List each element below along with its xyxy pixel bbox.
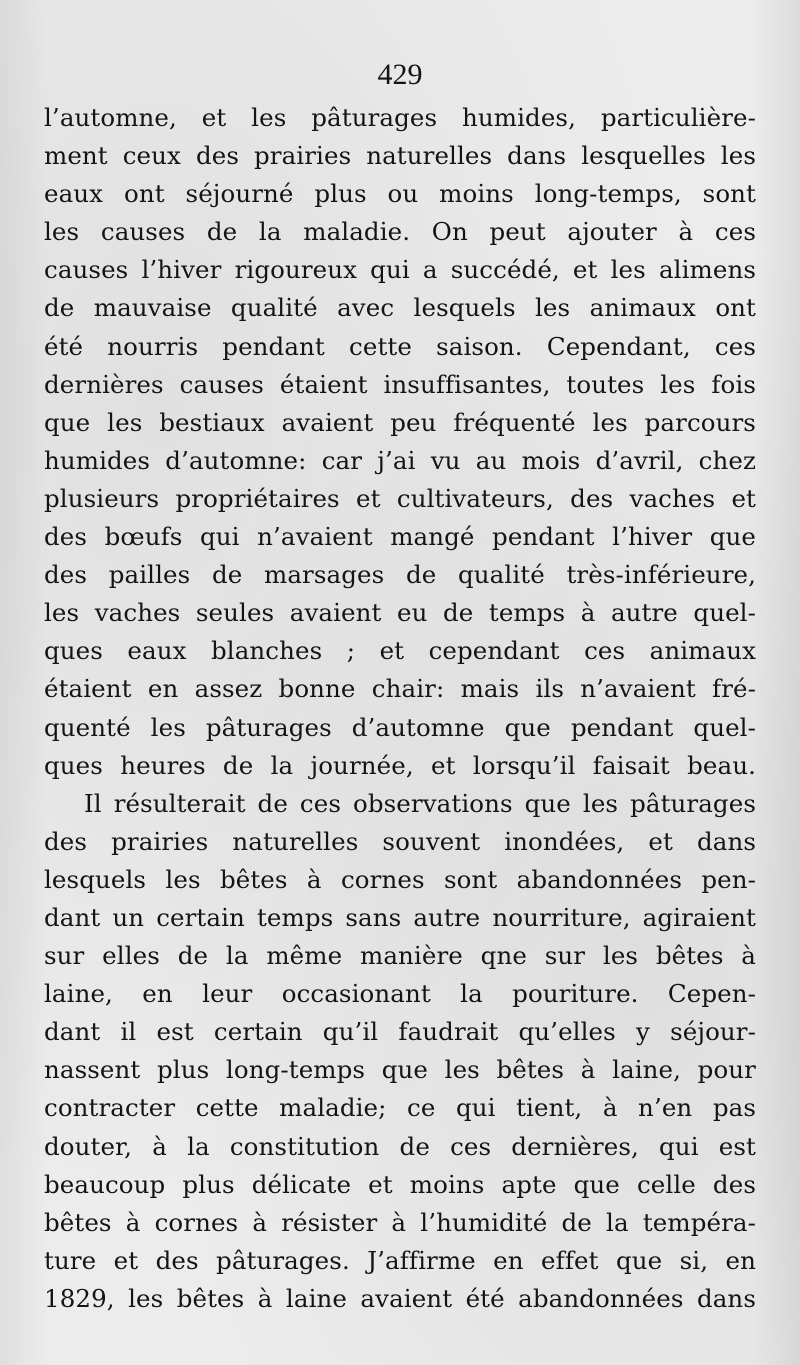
text-line: les vaches seules avaient eu de temps à autre quel- — [44, 598, 756, 628]
text-line: des pailles de marsages de qualité très-inférieure, — [44, 560, 756, 590]
text-line: des bœufs qui n’avaient mangé pendant l’hiver que — [44, 522, 756, 552]
body-text — [44, 99, 756, 1318]
text-line: laine, en leur occasionant la pouriture. Cepen- — [44, 979, 756, 1009]
text-line: beaucoup plus délicate et moins apte que celle des — [44, 1169, 756, 1199]
text-line: humides d’automne: car j’ai vu au mois d’avril, chez — [44, 445, 756, 475]
text-line: l’automne, et les pâturages humides, particulière- — [44, 103, 756, 132]
text-line: sur elles de la même manière qne sur les bêtes à — [44, 941, 756, 971]
text-line: étaient en assez bonne chair: mais ils n’avaient fré- — [44, 674, 756, 704]
text-line: ment ceux des prairies naturelles dans lesquelles les — [44, 141, 756, 171]
text-line: dernières causes étaient insuffisantes, toutes les fois — [44, 369, 756, 399]
text-line: eaux ont séjourné plus ou moins long-temps, sont — [44, 179, 756, 209]
text-line: causes l’hiver rigoureux qui a succédé, et les alimens — [44, 255, 756, 285]
text-line: douter, à la constitution de ces dernières, qui est — [44, 1131, 756, 1161]
text-line: que les bestiaux avaient peu fréquenté les parcours — [44, 407, 756, 437]
text-line: contracter cette maladie; ce qui tient, à n’en pas — [44, 1093, 756, 1123]
text-line: de mauvaise qualité avec lesquels les animaux ont — [44, 293, 756, 323]
text-line: quenté les pâturages d’automne que pendant quel- — [44, 712, 756, 742]
text-line: ture et des pâturages. J’affirme en effet que si, en — [44, 1245, 756, 1275]
text-line: dant il est certain qu’il faudrait qu’elles y séjour- — [44, 1017, 756, 1047]
text-line: 1829, les bêtes à laine avaient été abandonnées dans — [44, 1283, 756, 1313]
text-line: nassent plus long-temps que les bêtes à laine, pour — [44, 1055, 756, 1085]
text-line: bêtes à cornes à résister à l’humidité de la tempéra- — [44, 1207, 756, 1237]
text-line: des prairies naturelles souvent inondées, et dans — [44, 826, 756, 856]
text-line: lesquels les bêtes à cornes sont abandonnées pen- — [44, 864, 756, 894]
paragraph-first-line: Il résulterait de ces observations que les pâturages — [84, 788, 756, 818]
text-line: été nourris pendant cette saison. Cependant, ces — [44, 331, 756, 361]
text-line: ques eaux blanches ; et cependant ces animaux — [44, 636, 756, 666]
text-line: les causes de la maladie. On peut ajouter à ces — [44, 217, 756, 247]
text-line: plusieurs propriétaires et cultivateurs, des vaches et — [44, 483, 756, 513]
text-line: ques heures de la journée, et lorsqu’il faisait beau. — [44, 750, 756, 780]
text-line: dant un certain temps sans autre nourriture, agiraient — [44, 902, 756, 932]
page-number: 429 — [377, 58, 423, 91]
